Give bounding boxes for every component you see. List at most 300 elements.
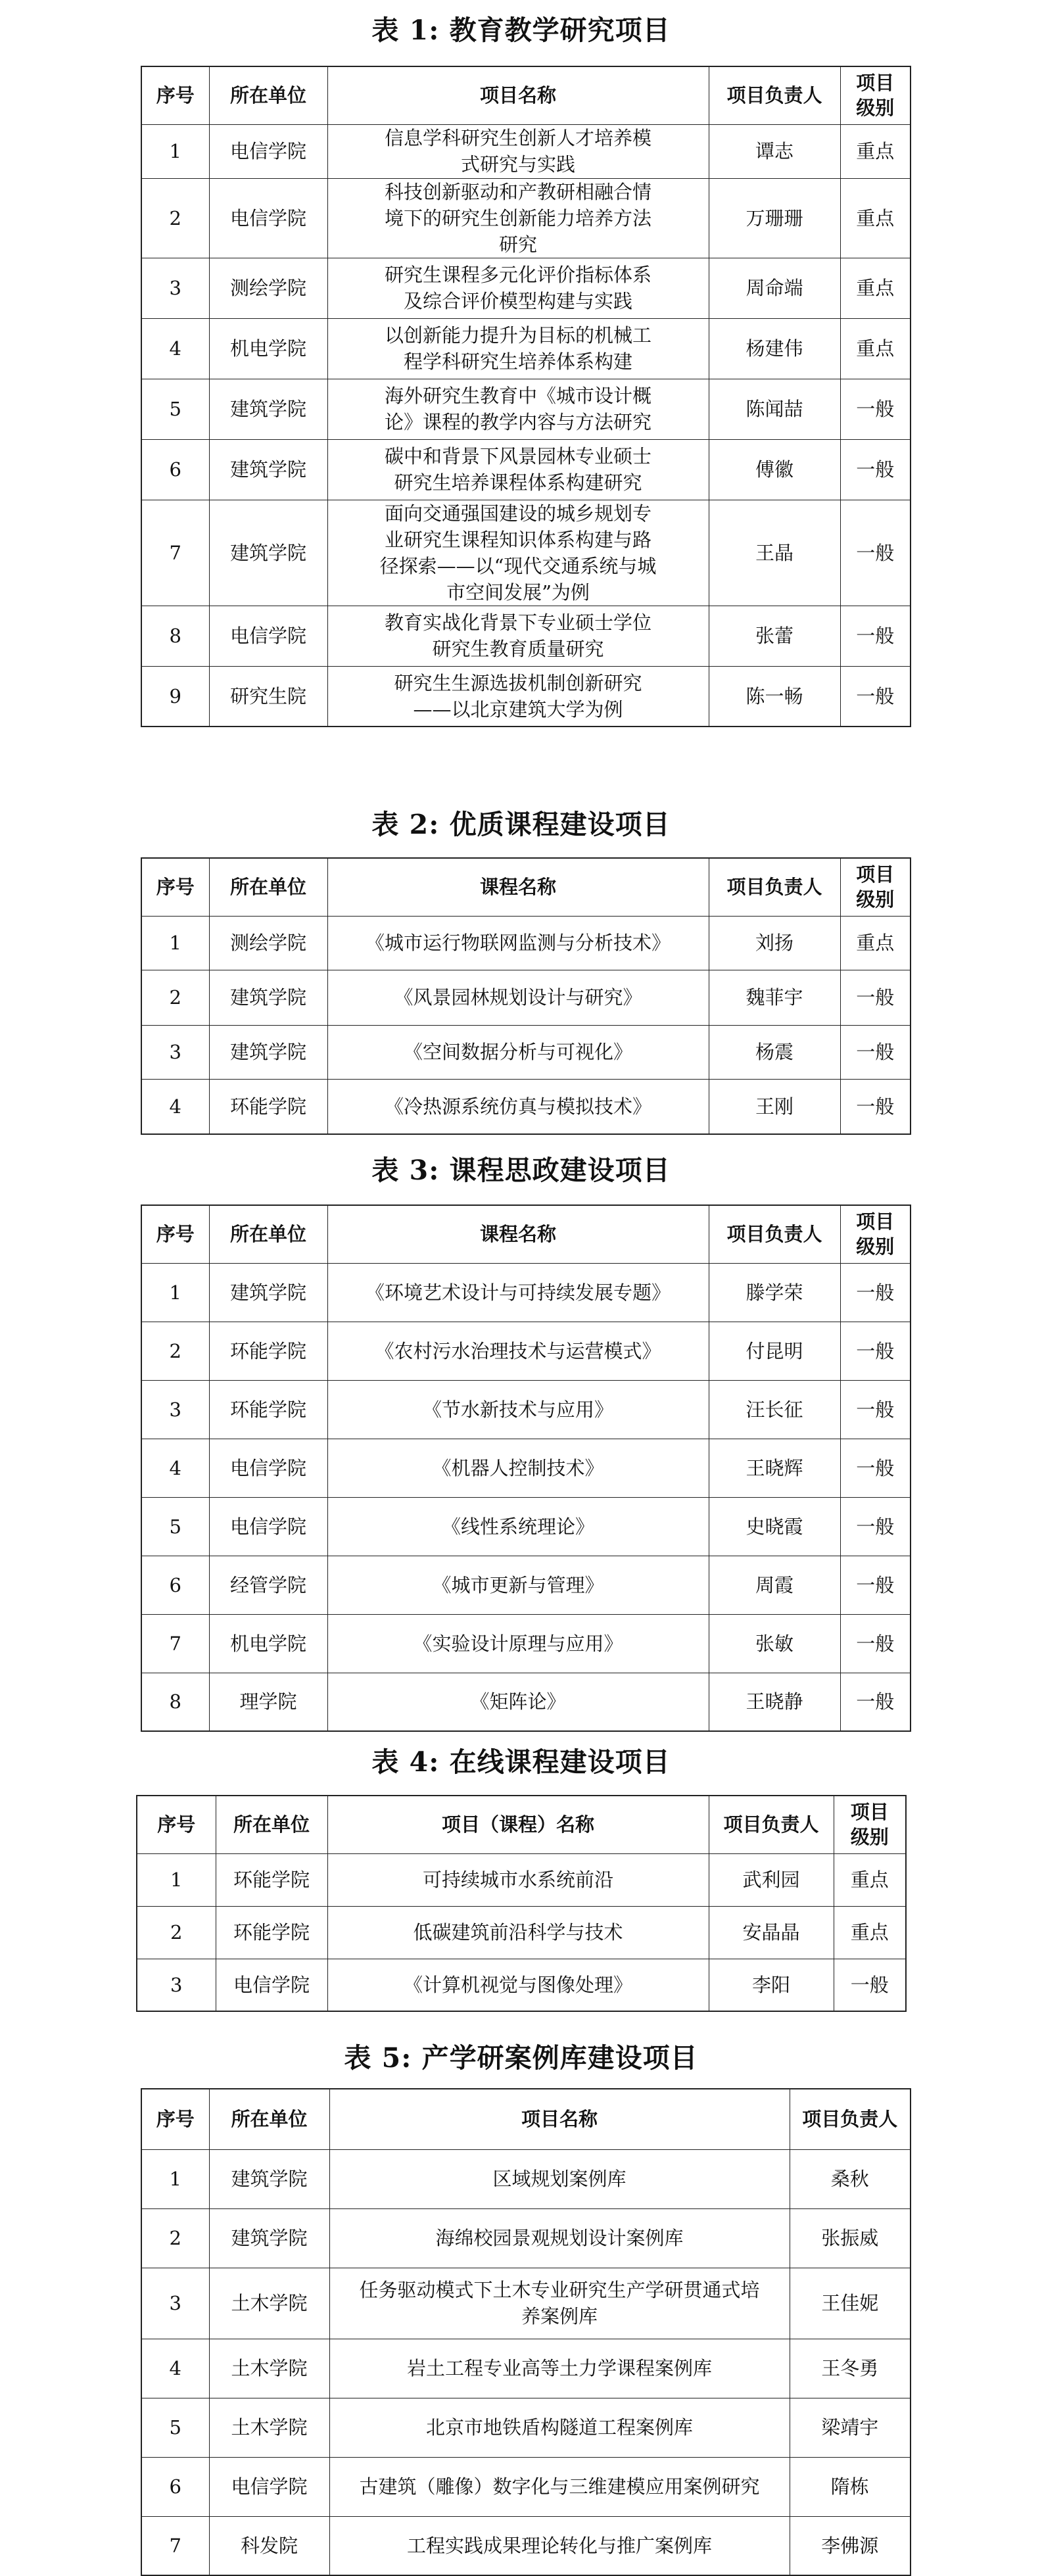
cell-text: 《机器人控制技术》: [432, 1456, 604, 1479]
column-header: 项目负责人: [790, 2089, 911, 2149]
table-cell: [709, 1263, 840, 1322]
table-header-row: [141, 1205, 911, 1263]
cell-text: 武利园: [742, 1869, 800, 1891]
cell-text: 1: [169, 932, 181, 954]
column-header: 项目（课程）名称: [327, 1796, 709, 1853]
table-cell: [327, 379, 709, 439]
table-cell: [790, 2339, 911, 2398]
cell-text: 1: [169, 1281, 181, 1304]
table-row: [141, 124, 911, 178]
cell-text: 研究生生源选拔机制创新研究——以北京建筑大学为例: [394, 671, 642, 721]
cell-text: 谭志: [755, 140, 793, 162]
table-cell: [329, 2268, 790, 2339]
table-cell: [709, 1380, 840, 1439]
table-row: [141, 2149, 911, 2208]
cell-text: 重点: [856, 932, 895, 954]
table-cell: [709, 124, 840, 178]
cell-text: 研究生课程多元化评价指标体系及综合评价模型构建与实践: [384, 264, 651, 312]
cell-text: 教育实战化背景下专业硕士学位研究生教育质量研究: [384, 611, 651, 660]
table-cell: [790, 2149, 911, 2208]
cell-text: 建筑学院: [229, 1041, 306, 1063]
table-cell: [709, 439, 840, 500]
cell-text: 电信学院: [229, 1456, 306, 1479]
table-cell: [329, 2149, 790, 2208]
table-cell: [840, 1556, 911, 1614]
table-cell: [209, 1322, 327, 1380]
table-cell: [327, 439, 709, 500]
cell-text: 7: [169, 2534, 181, 2557]
table-cell: [840, 439, 911, 500]
cell-text: 6: [169, 458, 181, 481]
table-cell: [141, 500, 209, 606]
cell-text: 2: [169, 1339, 181, 1362]
table-cell: [141, 606, 209, 666]
table-5-title: 表 5: 产学研案例库建设项目: [344, 2042, 698, 2074]
cell-text: 一般: [850, 1973, 889, 1996]
table-cell: [840, 1263, 911, 1322]
column-header: 课程名称: [327, 1205, 709, 1263]
column-header: 项目级别: [840, 858, 911, 916]
table-cell: [137, 1959, 216, 2011]
cell-text: 一般: [856, 986, 895, 1009]
table-row: [137, 1959, 906, 2011]
cell-text: 碳中和背景下风景园林专业硕士研究生培养课程体系构建研究: [384, 445, 651, 494]
column-header: 项目负责人: [709, 66, 840, 124]
table-cell: [141, 2208, 209, 2268]
table-4: [136, 1795, 907, 2012]
cell-text: 重点: [850, 1921, 889, 1944]
cell-text: 一般: [856, 541, 895, 564]
table-cell: [141, 1497, 209, 1556]
cell-text: 信息学科研究生创新人才培养模式研究与实践: [384, 127, 651, 176]
cell-text: 海外研究生教育中《城市设计概论》课程的教学内容与方法研究: [384, 385, 651, 433]
cell-text: 经管学院: [229, 1573, 306, 1596]
table-cell: [141, 1079, 209, 1134]
table-cell: [209, 379, 327, 439]
table-cell: [709, 916, 840, 970]
table-cell: [840, 500, 911, 606]
table-cell: [141, 2149, 209, 2208]
table-5: [141, 2088, 911, 2576]
table-cell: [709, 1853, 834, 1906]
cell-text: 测绘学院: [229, 932, 306, 954]
cell-text: 王晓静: [746, 1690, 803, 1713]
table-cell: [327, 178, 709, 258]
table-cell: [141, 2457, 209, 2516]
cell-text: 北京市地铁盾构隧道工程案例库: [425, 2416, 693, 2439]
table-cell: [209, 1079, 327, 1134]
table-cell: [209, 916, 327, 970]
cell-text: 电信学院: [229, 140, 306, 162]
table-cell: [141, 666, 209, 727]
table-row: [141, 439, 911, 500]
cell-text: 研究生院: [229, 684, 306, 707]
table-cell: [141, 1380, 209, 1439]
table-cell: [141, 178, 209, 258]
cell-text: 建筑学院: [229, 458, 306, 481]
cell-text: 5: [169, 1515, 181, 1538]
table-row: [141, 1263, 911, 1322]
cell-text: 《计算机视觉与图像处理》: [403, 1973, 632, 1996]
table-cell: [141, 970, 209, 1025]
table-cell: [709, 178, 840, 258]
cell-text: 古建筑（雕像）数字化与三维建模应用案例研究: [359, 2475, 760, 2498]
cell-text: 岩土工程专业高等土力学课程案例库: [406, 2357, 712, 2379]
table-5-section: [0, 2039, 1042, 2076]
cell-text: 区域规划案例库: [492, 2168, 627, 2190]
table-header-row: [141, 858, 911, 916]
column-header: 序号: [141, 858, 209, 916]
table-cell: [141, 379, 209, 439]
table-cell: [141, 1673, 209, 1731]
cell-text: 汪长征: [746, 1398, 803, 1421]
cell-text: 王晶: [755, 541, 793, 564]
cell-text: 2: [169, 2227, 181, 2249]
cell-text: 7: [169, 1632, 181, 1655]
cell-text: 陈一畅: [746, 684, 803, 707]
cell-text: 土木学院: [231, 2292, 308, 2314]
table-row: [141, 970, 911, 1025]
table-cell: [790, 2268, 911, 2339]
cell-text: 电信学院: [231, 2475, 308, 2498]
table-row: [141, 258, 911, 318]
table-cell: [141, 2398, 209, 2457]
cell-text: 《冷热源系统仿真与模拟技术》: [384, 1095, 651, 1118]
cell-text: 重点: [856, 140, 895, 162]
cell-text: 重点: [856, 337, 895, 360]
cell-text: 一般: [856, 1515, 895, 1538]
cell-text: 2: [169, 206, 181, 229]
cell-text: 9: [169, 684, 181, 707]
cell-text: 任务驱动模式下土木专业研究生产学研贯通式培养案例库: [359, 2279, 760, 2327]
table-cell: [209, 1263, 327, 1322]
cell-text: 重点: [856, 206, 895, 229]
table-cell: [709, 1673, 840, 1731]
cell-text: 建筑学院: [229, 986, 306, 1009]
cell-text: 刘扬: [755, 932, 793, 954]
cell-text: 电信学院: [229, 206, 306, 229]
cell-text: 傅徽: [755, 458, 793, 481]
cell-text: 4: [169, 1095, 181, 1118]
table-cell: [209, 1673, 327, 1731]
table-cell: [209, 2149, 329, 2208]
table-cell: [327, 1959, 709, 2011]
table-cell: [709, 1322, 840, 1380]
cell-text: 《矩阵论》: [470, 1690, 566, 1713]
column-header: 项目负责人: [709, 1205, 840, 1263]
cell-text: 重点: [856, 277, 895, 299]
cell-text: 张蕾: [755, 625, 793, 647]
table-cell: [840, 379, 911, 439]
cell-text: 周霞: [755, 1573, 793, 1596]
table-row: [141, 1439, 911, 1497]
table-cell: [209, 1439, 327, 1497]
cell-text: 6: [169, 1573, 181, 1596]
table-cell: [709, 1906, 834, 1959]
cell-text: 安晶晶: [742, 1921, 800, 1944]
cell-text: 1: [170, 1869, 183, 1891]
cell-text: 史晓霞: [746, 1515, 803, 1538]
table-cell: [209, 318, 327, 379]
cell-text: 隋栋: [830, 2475, 869, 2498]
table-row: [137, 1906, 906, 1959]
table-cell: [141, 2339, 209, 2398]
table-cell: [790, 2398, 911, 2457]
cell-text: 《城市更新与管理》: [432, 1573, 604, 1596]
cell-text: 魏菲宇: [746, 986, 803, 1009]
cell-text: 一般: [856, 1095, 895, 1118]
table-row: [141, 2268, 911, 2339]
table-cell: [209, 178, 327, 258]
table-cell: [840, 318, 911, 379]
table-cell: [216, 1959, 327, 2011]
table-cell: [709, 379, 840, 439]
column-header: 项目负责人: [709, 1796, 834, 1853]
table-cell: [327, 970, 709, 1025]
cell-text: 《空间数据分析与可视化》: [403, 1041, 632, 1063]
cell-text: 建筑学院: [229, 398, 306, 420]
column-header: 项目名称: [329, 2089, 790, 2149]
table-cell: [327, 1673, 709, 1731]
table-cell: [709, 1556, 840, 1614]
cell-text: 《线性系统理论》: [441, 1515, 594, 1538]
table-row: [141, 2457, 911, 2516]
cell-text: 一般: [856, 1573, 895, 1596]
table-cell: [141, 1025, 209, 1079]
table-row: [141, 1322, 911, 1380]
cell-text: 李阳: [751, 1973, 790, 1996]
table-cell: [216, 1853, 327, 1906]
cell-text: 张振威: [821, 2227, 879, 2249]
cell-text: 重点: [850, 1869, 889, 1891]
cell-text: 一般: [856, 625, 895, 647]
table-row: [141, 2208, 911, 2268]
table-4-section: [0, 1744, 1042, 1780]
column-header: 所在单位: [216, 1796, 327, 1853]
cell-text: 环能学院: [229, 1095, 306, 1118]
table-row: [141, 1025, 911, 1079]
cell-text: 土木学院: [231, 2357, 308, 2379]
cell-text: 杨震: [755, 1041, 793, 1063]
table-cell: [137, 1853, 216, 1906]
table-cell: [209, 1380, 327, 1439]
table-cell: [840, 1439, 911, 1497]
table-cell: [141, 916, 209, 970]
column-header: 序号: [141, 2089, 209, 2149]
table-row: [141, 916, 911, 970]
cell-text: 环能学院: [229, 1398, 306, 1421]
table-cell: [209, 2268, 329, 2339]
table-cell: [141, 258, 209, 318]
table-cell: [209, 2457, 329, 2516]
cell-text: 5: [169, 2416, 181, 2439]
table-cell: [329, 2398, 790, 2457]
cell-text: 机电学院: [229, 1632, 306, 1655]
table-cell: [141, 1263, 209, 1322]
cell-text: 《环境艺术设计与可持续发展专题》: [365, 1281, 671, 1304]
table-row: [141, 1556, 911, 1614]
cell-text: 滕学荣: [746, 1281, 803, 1304]
table-cell: [327, 666, 709, 727]
table-cell: [327, 1556, 709, 1614]
cell-text: 4: [169, 2357, 181, 2379]
table-cell: [709, 606, 840, 666]
cell-text: 土木学院: [231, 2416, 308, 2439]
cell-text: 一般: [856, 1632, 895, 1655]
cell-text: 3: [169, 1041, 181, 1063]
cell-text: 万珊珊: [746, 206, 803, 229]
column-header: 所在单位: [209, 1205, 327, 1263]
cell-text: 低碳建筑前沿科学与技术: [413, 1921, 623, 1944]
cell-text: 环能学院: [229, 1339, 306, 1362]
cell-text: 电信学院: [229, 1515, 306, 1538]
column-header: 序号: [141, 66, 209, 124]
table-cell: [709, 1439, 840, 1497]
table-cell: [840, 1673, 911, 1731]
table-cell: [709, 666, 840, 727]
cell-text: 3: [169, 277, 181, 299]
cell-text: 《农村污水治理技术与运营模式》: [375, 1339, 661, 1362]
cell-text: 一般: [856, 1398, 895, 1421]
table-cell: [709, 318, 840, 379]
cell-text: 《实验设计原理与应用》: [413, 1632, 623, 1655]
table-cell: [209, 124, 327, 178]
cell-text: 3: [169, 1398, 181, 1421]
cell-text: 周命端: [746, 277, 803, 299]
table-cell: [327, 1906, 709, 1959]
cell-text: 理学院: [239, 1690, 297, 1713]
table-cell: [209, 1556, 327, 1614]
table-cell: [329, 2339, 790, 2398]
cell-text: 8: [169, 625, 181, 647]
cell-text: 1: [169, 2168, 181, 2190]
cell-text: 一般: [856, 1690, 895, 1713]
cell-text: 建筑学院: [231, 2168, 308, 2190]
table-header-row: [137, 1796, 906, 1853]
table-cell: [329, 2516, 790, 2575]
table-4-title: 表 4: 在线课程建设项目: [371, 1746, 671, 1778]
table-cell: [709, 1497, 840, 1556]
cell-text: 5: [169, 398, 181, 420]
cell-text: 一般: [856, 458, 895, 481]
table-1: [141, 66, 911, 727]
table-cell: [141, 2516, 209, 2575]
cell-text: 一般: [856, 1456, 895, 1479]
cell-text: 《风景园林规划设计与研究》: [394, 986, 642, 1009]
table-cell: [709, 1959, 834, 2011]
column-header: 所在单位: [209, 66, 327, 124]
cell-text: 面向交通强国建设的城乡规划专业研究生课程知识体系构建与路径探索——以“现代交通系统与城市空间发展”为例: [379, 502, 657, 604]
table-cell: [209, 2516, 329, 2575]
table-row: [141, 2516, 911, 2575]
table-cell: [327, 1853, 709, 1906]
cell-text: 王晓辉: [746, 1456, 803, 1479]
cell-text: 海绵校园景观规划设计案例库: [435, 2227, 684, 2249]
table-row: [137, 1853, 906, 1906]
cell-text: 《节水新技术与应用》: [422, 1398, 613, 1421]
cell-text: 一般: [856, 1281, 895, 1304]
table-cell: [840, 916, 911, 970]
table-row: [141, 2339, 911, 2398]
cell-text: 电信学院: [229, 625, 306, 647]
column-header: 所在单位: [209, 858, 327, 916]
column-header: 序号: [141, 1205, 209, 1263]
table-cell: [141, 439, 209, 500]
table-3: [141, 1205, 911, 1732]
table-row: [141, 666, 911, 727]
table-cell: [709, 1079, 840, 1134]
cell-text: 桑秋: [830, 2168, 869, 2190]
table-row: [141, 318, 911, 379]
column-header: 项目名称: [327, 66, 709, 124]
cell-text: 建筑学院: [231, 2227, 308, 2249]
table-cell: [209, 2398, 329, 2457]
table-row: [141, 1497, 911, 1556]
cell-text: 王刚: [755, 1095, 793, 1118]
table-cell: [840, 124, 911, 178]
table-cell: [327, 500, 709, 606]
table-cell: [840, 178, 911, 258]
table-cell: [209, 606, 327, 666]
table-cell: [209, 1025, 327, 1079]
cell-text: 2: [170, 1921, 183, 1944]
table-cell: [709, 258, 840, 318]
table-cell: [790, 2516, 911, 2575]
table-cell: [137, 1906, 216, 1959]
table-cell: [790, 2208, 911, 2268]
cell-text: 付昆明: [746, 1339, 803, 1362]
table-row: [141, 178, 911, 258]
table-cell: [141, 1322, 209, 1380]
table-cell: [709, 970, 840, 1025]
table-2: [141, 857, 911, 1135]
table-cell: [840, 1322, 911, 1380]
table-row: [141, 1673, 911, 1731]
table-cell: [327, 1614, 709, 1673]
cell-text: 4: [169, 1456, 181, 1479]
table-row: [141, 1380, 911, 1439]
column-header: 项目级别: [840, 1205, 911, 1263]
table-cell: [840, 258, 911, 318]
table-header-row: [141, 66, 911, 124]
cell-text: 杨建伟: [746, 337, 803, 360]
column-header: 序号: [137, 1796, 216, 1853]
cell-text: 《城市运行物联网监测与分析技术》: [365, 932, 671, 954]
column-header: 课程名称: [327, 858, 709, 916]
table-cell: [327, 916, 709, 970]
table-cell: [327, 258, 709, 318]
cell-text: 陈闻喆: [746, 398, 803, 420]
cell-text: 科技创新驱动和产教研相融合情境下的研究生创新能力培养方法研究: [384, 180, 651, 256]
table-cell: [327, 1497, 709, 1556]
table-cell: [840, 1079, 911, 1134]
table-cell: [209, 2339, 329, 2398]
cell-text: 2: [169, 986, 181, 1009]
column-header: 项目负责人: [709, 858, 840, 916]
cell-text: 一般: [856, 684, 895, 707]
table-cell: [141, 1439, 209, 1497]
cell-text: 1: [169, 140, 181, 162]
table-cell: [216, 1906, 327, 1959]
cell-text: 3: [170, 1973, 183, 1996]
cell-text: 7: [169, 541, 181, 564]
table-2-section: [0, 806, 1042, 843]
table-cell: [209, 500, 327, 606]
table-row: [141, 2398, 911, 2457]
table-cell: [327, 1079, 709, 1134]
table-cell: [209, 258, 327, 318]
table-cell: [141, 124, 209, 178]
